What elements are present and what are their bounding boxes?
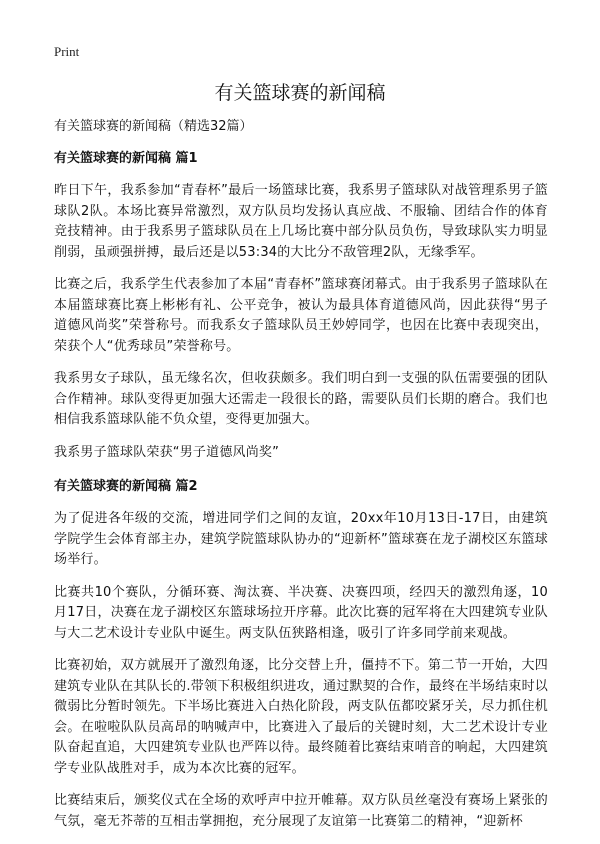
paragraph: 我系男子篮球队荣获“男子道德风尚奖”	[54, 444, 280, 460]
print-link[interactable]: Print	[54, 44, 80, 59]
paragraph: 比赛之后，我系学生代表参加了本届“青春杯”篮球赛闭幕式。由于我系男子篮球队在本届篮球赛比赛上彬彬有礼、公平竞争，被认为最具体育道德风尚，因此获得“男子道德风尚奖”荣誉称号。而我系女子篮球队员王妙婷同学，也因在比赛中表现突出，荣获个人“优秀球员”荣誉称号。	[54, 277, 548, 354]
paragraph: 比赛结束后，颁奖仪式在全场的欢呼声中拉开帷幕。双方队员丝毫没有赛场上紧张的气氛，毫无芥蒂的互相击掌拥抱，充分展现了友谊第一比赛第二的精神，“迎新杯	[54, 793, 548, 829]
paragraph: 比赛初始，双方就展开了激烈角逐，比分交替上升，僵持不下。第二节一开始，大四建筑专业队在其队长的.带领下积极组织进攻，通过默契的合作，最终在半场结束时以微弱比分暂时领先。下半场比赛进入白热化阶段，两支队伍都咬紧牙关，尽力抓住机会。在啦啦队队员高昂的呐喊声中，比赛进入了最后的关键时刻，大二艺术设计专业队奋起直追，大四建筑专业队也严阵以待。最终随着比赛结束哨音的响起，大四建筑学专业队战胜对手，成为本次比赛的冠军。	[54, 658, 548, 776]
section-heading-2: 有关篮球赛的新闻稿 篇2	[54, 479, 198, 494]
page-title: 有关篮球赛的新闻稿	[214, 82, 386, 104]
paragraph: 我系男女子球队，虽无缘名次，但收获颇多。我们明白到一支强的队伍需要强的团队合作精神。球队变得更加强大还需走一段很长的路，需要队员们长期的磨合。我们也相信我系篮球队能不负众望，变得更加强大。	[54, 371, 548, 427]
paragraph: 昨日下午，我系参加“青春杯”最后一场篮球比赛，我系男子篮球队对战管理系男子篮球队2队。本场比赛异常激烈，双方队员均发扬认真应战、不服输、团结合作的体育竞技精神。由于我系男子篮球队员在上几场比赛中部分队员负伤，导致球队实力明显削弱，虽顽强拼搏，最后还是以53:34的大比分不敌管理2队，无缘季军。	[54, 183, 548, 260]
paragraph: 为了促进各年级的交流，增进同学们之间的友谊，20xx年10月13日-17日，由建筑学院学生会体育部主办，建筑学院篮球队协办的“迎新杯”篮球赛在龙子湖校区东篮球场举行。	[54, 511, 548, 567]
document-subtitle: 有关篮球赛的新闻稿（精选32篇）	[54, 119, 253, 134]
section-heading-1: 有关篮球赛的新闻稿 篇1	[54, 151, 198, 166]
article-body	[54, 117, 548, 844]
paragraph: 比赛共10个赛队，分循环赛、淘汰赛、半决赛、决赛四项，经四天的激烈角逐，10月17日，决赛在龙子湖校区东篮球场拉开序幕。此次比赛的冠军将在大四建筑专业队与大二艺术设计专业队中诞生。两支队伍狭路相逢，吸引了许多同学前来观战。	[54, 584, 548, 641]
